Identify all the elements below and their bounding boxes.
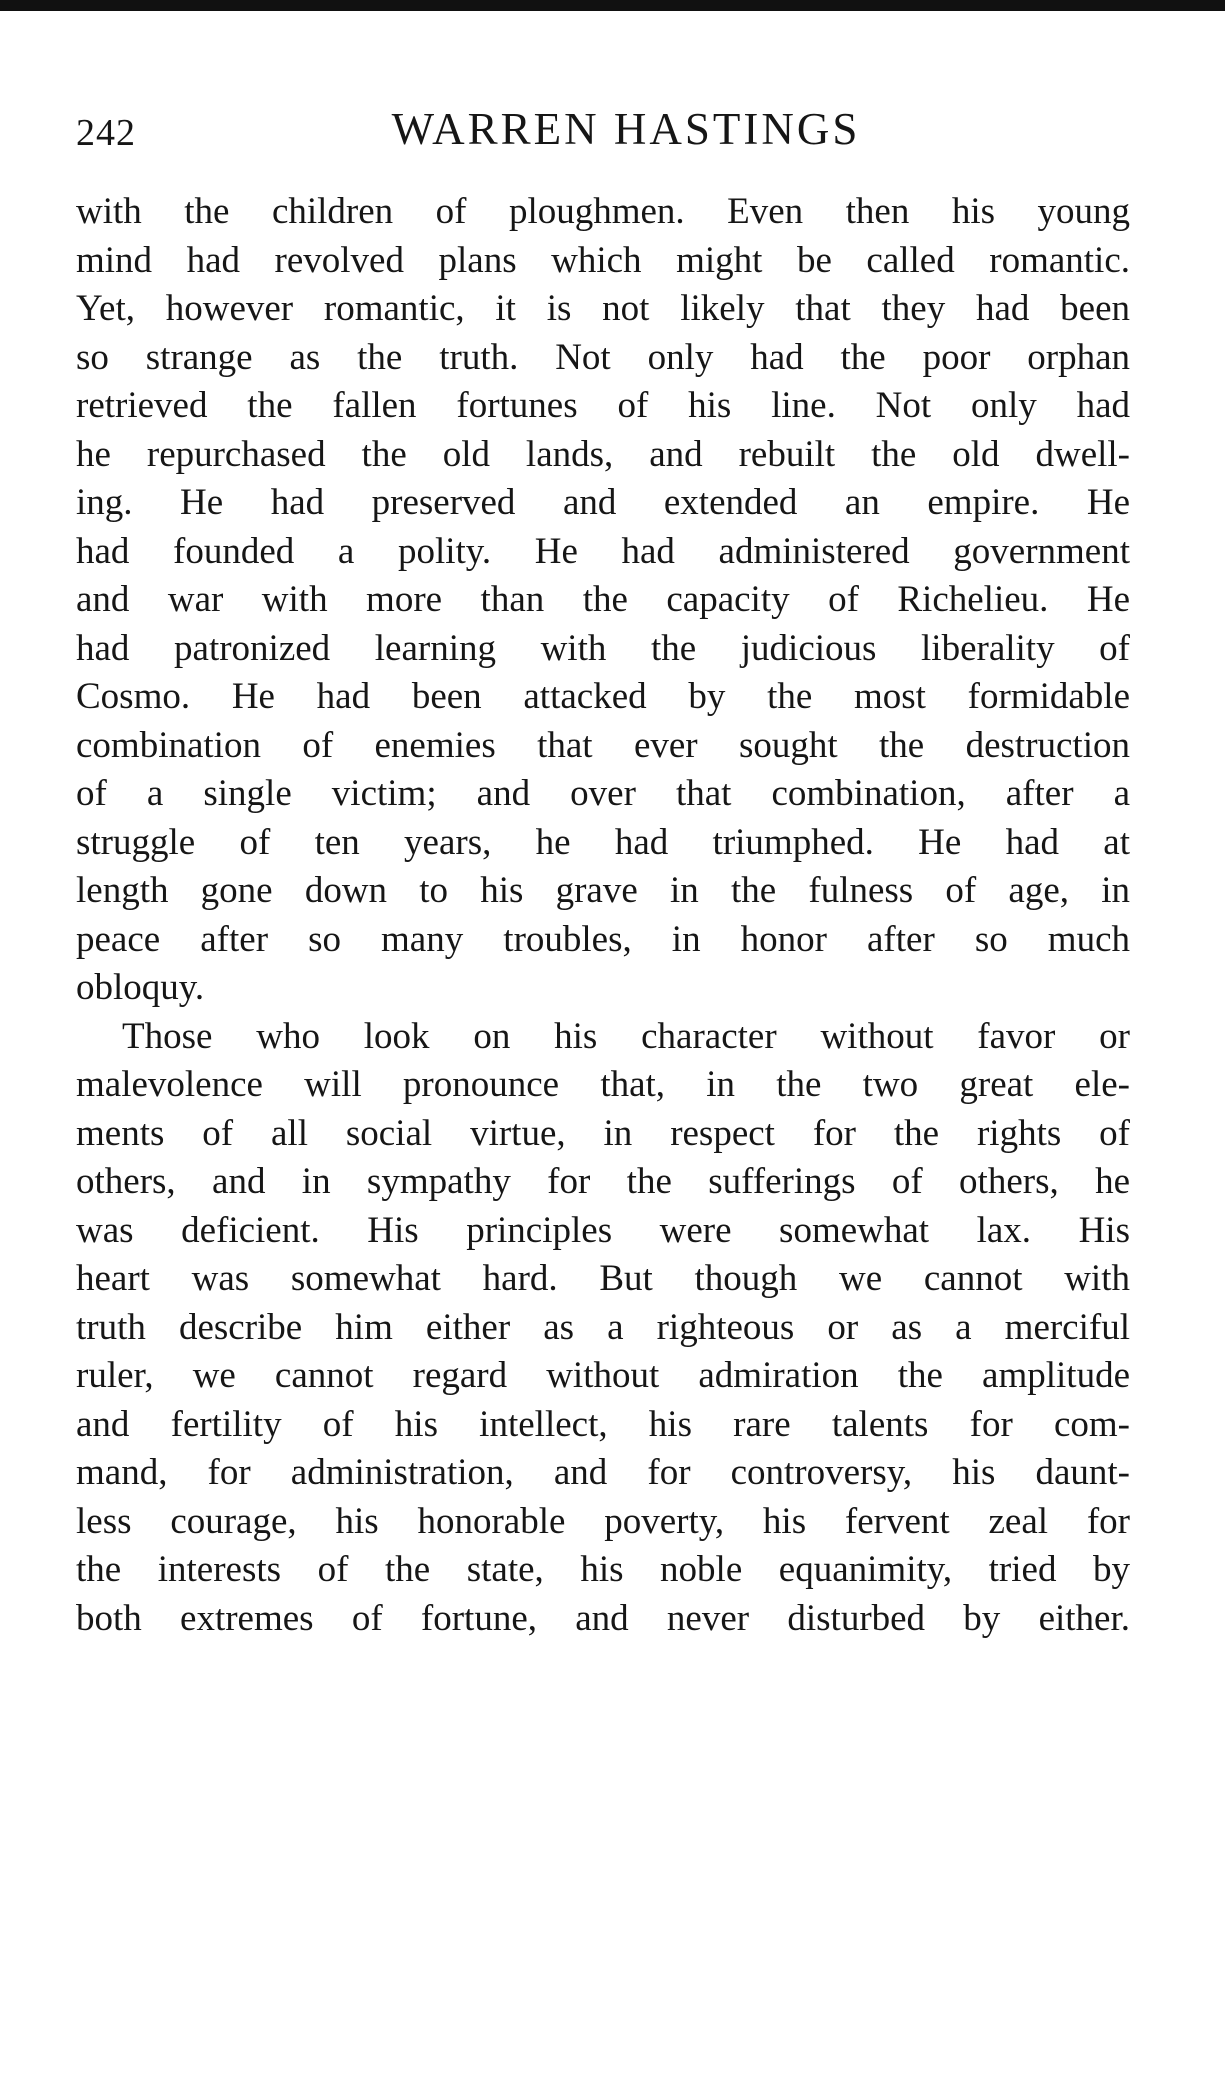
text-line: had patronized learning with the judicious liberality of [76,627,1130,669]
running-title: WARREN HASTINGS [391,104,861,154]
text-line: the interests of the state, his noble equanimity, tried by [76,1549,1130,1590]
text-line: length gone down to his grave in the fulness of age, in [76,870,1130,911]
text-line: obloquy. [76,967,205,1008]
paragraph-1 [76,188,1130,1013]
text-line: ing. He had preserved and extended an empire. He [76,482,1130,523]
text-line: had founded a polity. He had administered government [76,530,1130,572]
text-line: Cosmo. He had been attacked by the most formidable [76,676,1130,717]
text-line: mand, for administration, and for controversy, his daunt- [76,1452,1130,1493]
text-line: of a single victim; and over that combination, after a [76,773,1130,814]
text-line: ments of all social virtue, in respect for the rights of [76,1112,1130,1154]
text-line: less courage, his honorable poverty, his fervent zeal for [76,1500,1130,1542]
text-line: he repurchased the old lands, and rebuilt the old dwell- [76,433,1130,475]
text-line: Those who look on his character without favor or [122,1015,1130,1057]
running-head [76,103,1130,163]
paragraph-2 [76,1013,1130,1644]
text-line: peace after so many troubles, in honor after so much [76,918,1130,960]
text-line: was deficient. His principles were somewhat lax. His [76,1209,1130,1251]
text-line: malevolence will pronounce that, in the two great ele- [76,1064,1130,1105]
page-number: 242 [76,112,136,154]
page-top-border [0,0,1225,11]
text-line: mind had revolved plans which might be called romantic. [76,239,1130,281]
text-line: heart was somewhat hard. But though we cannot with [76,1258,1130,1299]
text-line: retrieved the fallen fortunes of his line. Not only had [76,385,1130,426]
text-line: ruler, we cannot regard without admiration the amplitude [76,1355,1130,1396]
text-line: Yet, however romantic, it is not likely that they had been [76,288,1130,329]
text-line: truth describe him either as a righteous or as a merciful [76,1306,1130,1348]
text-line: combination of enemies that ever sought the destruction [76,724,1130,766]
text-line: both extremes of fortune, and never disturbed by either. [76,1597,1130,1639]
body-text [76,188,1130,1643]
text-line: and war with more than the capacity of Richelieu. He [76,579,1130,620]
text-line: with the children of ploughmen. Even then his young [76,191,1130,232]
text-line: struggle of ten years, he had triumphed. He had at [76,821,1130,863]
text-line: and fertility of his intellect, his rare talents for com- [76,1403,1130,1445]
text-line: others, and in sympathy for the sufferings of others, he [76,1161,1130,1202]
text-line: so strange as the truth. Not only had the poor orphan [76,336,1130,378]
